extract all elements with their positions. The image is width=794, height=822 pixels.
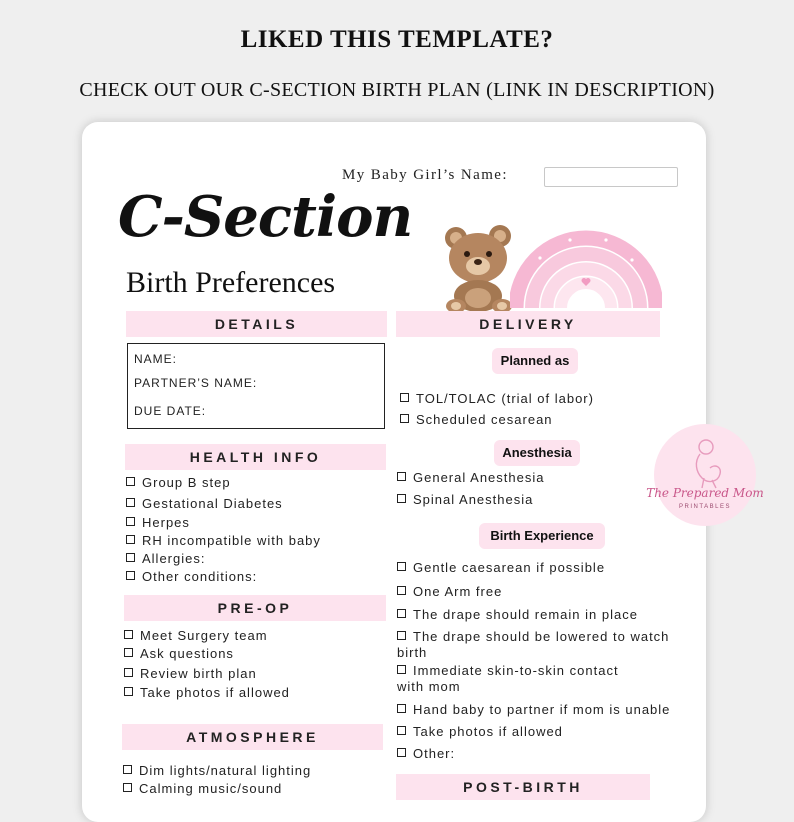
checklist-item[interactable]: Herpes [126, 515, 190, 531]
checkbox-icon[interactable] [397, 494, 406, 503]
birth-experience-label: Birth Experience [479, 523, 605, 549]
promo-subtitle: CHECK OUT OUR C-SECTION BIRTH PLAN (LINK IN DESCRIPTION) [79, 79, 715, 101]
name-field-label: NAME: [134, 352, 178, 366]
checkbox-icon[interactable] [400, 393, 409, 402]
checkbox-icon[interactable] [397, 562, 406, 571]
checkbox-icon[interactable] [397, 704, 406, 713]
details-header: DETAILS [126, 311, 387, 337]
checkbox-icon[interactable] [397, 726, 406, 735]
checkbox-icon[interactable] [126, 517, 135, 526]
checkbox-icon[interactable] [126, 553, 135, 562]
checklist-item[interactable]: Allergies: [126, 551, 205, 567]
checkbox-icon[interactable] [123, 765, 132, 774]
checklist-item[interactable]: Gestational Diabetes [126, 496, 283, 512]
checkbox-icon[interactable] [123, 783, 132, 792]
checklist-item[interactable]: Spinal Anesthesia [397, 492, 533, 508]
checkbox-icon[interactable] [124, 648, 133, 657]
checklist-item[interactable]: Dim lights/natural lighting [123, 763, 311, 779]
logo-tagline: PRINTABLES [679, 504, 731, 510]
checklist-item[interactable]: Take photos if allowed [124, 685, 290, 701]
anesthesia-label: Anesthesia [494, 440, 580, 466]
due-date-field-label: DUE DATE: [134, 404, 207, 418]
checkbox-icon[interactable] [397, 748, 406, 757]
sheet-title: C-Section [118, 184, 413, 250]
checkbox-icon[interactable] [397, 631, 406, 640]
checklist-item[interactable]: Other: [397, 746, 455, 762]
checklist-item[interactable]: One Arm free [397, 584, 502, 600]
baby-name-label: My Baby Girl’s Name: [342, 167, 508, 183]
checklist-item[interactable]: RH incompatible with baby [126, 533, 321, 549]
checkbox-icon[interactable] [397, 665, 406, 674]
checkbox-icon[interactable] [124, 687, 133, 696]
rainbow-illustration [510, 218, 662, 310]
details-box[interactable] [127, 343, 385, 429]
delivery-header: DELIVERY [396, 311, 660, 337]
checklist-item[interactable]: Meet Surgery team [124, 628, 268, 644]
checkbox-icon[interactable] [126, 535, 135, 544]
pre-op-header: PRE-OP [124, 595, 386, 621]
checkbox-icon[interactable] [397, 586, 406, 595]
checklist-item[interactable]: Other conditions: [126, 569, 257, 585]
checklist-item[interactable]: Scheduled cesarean [400, 412, 553, 428]
checklist-item[interactable]: Review birth plan [124, 666, 257, 682]
checklist-item[interactable]: The drape should remain in place [397, 607, 638, 623]
checkbox-icon[interactable] [126, 498, 135, 507]
birth-plan-sheet [82, 122, 706, 822]
checklist-item[interactable]: General Anesthesia [397, 470, 544, 486]
baby-name-field[interactable] [544, 167, 678, 187]
checklist-item[interactable]: Immediate skin-to-skin contact with mom [397, 663, 619, 694]
checkbox-icon[interactable] [397, 472, 406, 481]
planned-as-label: Planned as [492, 348, 578, 374]
atmosphere-header: ATMOSPHERE [122, 724, 383, 750]
checklist-item[interactable]: Gentle caesarean if possible [397, 560, 605, 576]
checkbox-icon[interactable] [397, 609, 406, 618]
partner-name-field-label: PARTNER’S NAME: [134, 376, 258, 390]
mother-silhouette-icon [688, 438, 726, 490]
checkbox-icon[interactable] [126, 477, 135, 486]
checkbox-icon[interactable] [124, 630, 133, 639]
sheet-subtitle: Birth Preferences [126, 266, 336, 299]
checklist-item[interactable]: Calming music/sound [123, 781, 282, 797]
checklist-item[interactable]: TOL/TOLAC (trial of labor) [400, 391, 594, 407]
checklist-item[interactable]: The drape should be lowered to watch birth [397, 629, 670, 660]
checklist-item[interactable]: Take photos if allowed [397, 724, 563, 740]
checklist-item[interactable]: Ask questions [124, 646, 234, 662]
checkbox-icon[interactable] [126, 571, 135, 580]
checklist-item[interactable]: Group B step [126, 475, 231, 491]
post-birth-header: POST-BIRTH [396, 774, 650, 800]
promo-title: LIKED THIS TEMPLATE? [240, 26, 554, 53]
checklist-item[interactable]: Hand baby to partner if mom is unable [397, 702, 670, 718]
checkbox-icon[interactable] [124, 668, 133, 677]
health-info-header: HEALTH INFO [125, 444, 386, 470]
logo-wordmark: The Prepared Mom [646, 486, 764, 500]
checkbox-icon[interactable] [400, 414, 409, 423]
brand-logo [646, 424, 764, 526]
